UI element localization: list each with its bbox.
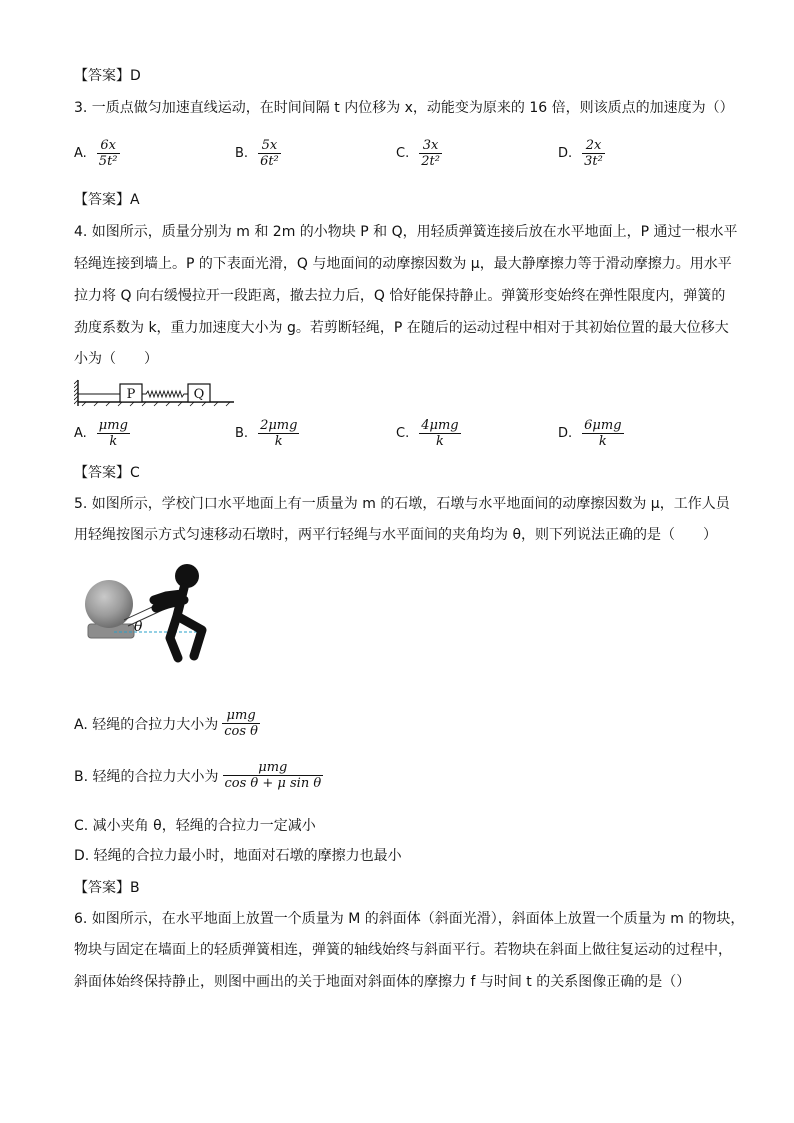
question-4-line-5: 小为（ ） bbox=[74, 351, 158, 367]
answer-5 bbox=[74, 878, 140, 898]
person-body bbox=[154, 588, 202, 658]
q4-option-c[interactable]: C. $\frac{\text{4μmg}}{k}$ bbox=[396, 418, 459, 449]
block-q-label: Q bbox=[193, 387, 205, 402]
q3-option-d[interactable]: D. $\frac{2x}{\text{3t²}}$ bbox=[558, 138, 603, 169]
q4-option-a[interactable]: A. $\frac{\text{μmg}}{k}$ bbox=[74, 418, 128, 449]
question-4-line-3: 拉力将 Q 向右缓慢拉开一段距离，撤去拉力后，Q 恰好能保持静止。弹簧形变始终在弹性限度内，弹簧的 bbox=[74, 288, 726, 304]
q4-option-b[interactable]: B. $\frac{\text{2μmg}}{k}$ bbox=[235, 418, 298, 449]
fraction: $\frac{5x}{\text{6t²}}$ bbox=[260, 138, 279, 169]
fraction: $\frac{\text{2μmg}}{k}$ bbox=[260, 418, 298, 449]
fraction: $\frac{6x}{\text{5t²}}$ bbox=[98, 138, 118, 169]
q3-option-c[interactable]: C. $\frac{3x}{\text{2t²}}$ bbox=[396, 138, 440, 169]
fraction: $\frac{\text{μmg}}{\text{cos θ + μ sin θ}}$ bbox=[224, 760, 322, 791]
question-4-line-1: 4. 如图所示，质量分别为 m 和 2m 的小物块 P 和 Q，用轻质弹簧连接后放在水平地面上，P 通过一根水平 bbox=[74, 224, 738, 240]
answer-value: B bbox=[130, 880, 140, 896]
question-5-line-1: 5. 如图所示，学校门口水平地面上有一质量为 m 的石墩，石墩与水平地面间的动摩擦因数为 μ，工作人员 bbox=[74, 496, 730, 512]
answer-value: C bbox=[130, 465, 140, 481]
question-6-line-1: 6. 如图所示，在水平地面上放置一个质量为 M 的斜面体（斜面光滑），斜面体上放置一个质量为 m 的物块， bbox=[74, 911, 745, 927]
q5-option-d[interactable]: D. 轻绳的合拉力最小时，地面对石墩的摩擦力也最小 bbox=[74, 848, 402, 864]
block-p-label: P bbox=[126, 387, 136, 402]
stone-pier-figure bbox=[84, 560, 224, 664]
question-6-line-2: 物块与固定在墙面上的轻质弹簧相连，弹簧的轴线始终与斜面平行。若物块在斜面上做往复运动的过程中， bbox=[74, 942, 732, 958]
fraction: $\frac{\text{μmg}}{k}$ bbox=[98, 418, 128, 449]
q3-option-a[interactable]: A. $\frac{6x}{\text{5t²}}$ bbox=[74, 138, 118, 169]
fraction: $\frac{3x}{\text{2t²}}$ bbox=[421, 138, 440, 169]
angle-label: θ bbox=[134, 619, 143, 635]
q4-option-d[interactable]: D. $\frac{\text{6μmg}}{k}$ bbox=[558, 418, 622, 449]
person-head bbox=[175, 564, 199, 588]
fraction: $\frac{2x}{\text{3t²}}$ bbox=[584, 138, 603, 169]
answer-label: 【答案】 bbox=[74, 465, 130, 481]
fraction: $\frac{\text{μmg}}{\text{cos θ}}$ bbox=[224, 708, 258, 739]
spring-blocks-figure bbox=[74, 378, 238, 410]
q5-option-b[interactable]: B. 轻绳的合拉力大小为 $\frac{\text{μmg}}{\text{cos θ + μ sin θ}}$ bbox=[74, 760, 322, 791]
stone-ball bbox=[85, 580, 133, 628]
answer-value: A bbox=[130, 192, 140, 208]
q5-option-a[interactable]: A. 轻绳的合拉力大小为 $\frac{\text{μmg}}{\text{cos θ}}$ bbox=[74, 708, 258, 739]
answer-value: D bbox=[130, 68, 141, 84]
spring bbox=[142, 391, 188, 397]
question-4-line-2: 轻绳连接到墙上。P 的下表面光滑，Q 与地面间的动摩擦因数为 μ，最大静摩擦力等于滑动摩擦力。用水平 bbox=[74, 256, 732, 272]
q3-option-b[interactable]: B. $\frac{5x}{\text{6t²}}$ bbox=[235, 138, 279, 169]
answer-2 bbox=[74, 66, 141, 86]
question-3-stem: 3. 一质点做匀加速直线运动，在时间间隔 t 内位移为 x，动能变为原来的 16 倍，则该质点的加速度为（） bbox=[74, 100, 734, 116]
fraction: $\frac{\text{4μmg}}{k}$ bbox=[421, 418, 459, 449]
q5-option-c[interactable]: C. 减小夹角 θ，轻绳的合拉力一定减小 bbox=[74, 818, 316, 834]
answer-label: 【答案】 bbox=[74, 192, 130, 208]
answer-label: 【答案】 bbox=[74, 880, 130, 896]
question-5-line-2: 用轻绳按图示方式匀速移动石墩时，两平行轻绳与水平面间的夹角均为 θ，则下列说法正确的是（ ） bbox=[74, 527, 718, 543]
fraction: $\frac{\text{6μmg}}{k}$ bbox=[584, 418, 622, 449]
answer-label: 【答案】 bbox=[74, 68, 130, 84]
question-4-line-4: 劲度系数为 k，重力加速度大小为 g。若剪断轻绳，P 在随后的运动过程中相对于其初始位置的最大位移大 bbox=[74, 320, 729, 336]
answer-3 bbox=[74, 190, 140, 210]
answer-4 bbox=[74, 463, 140, 483]
question-6-line-3: 斜面体始终保持静止，则图中画出的关于地面对斜面体的摩擦力 f 与时间 t 的关系图像正确的是（） bbox=[74, 974, 691, 990]
